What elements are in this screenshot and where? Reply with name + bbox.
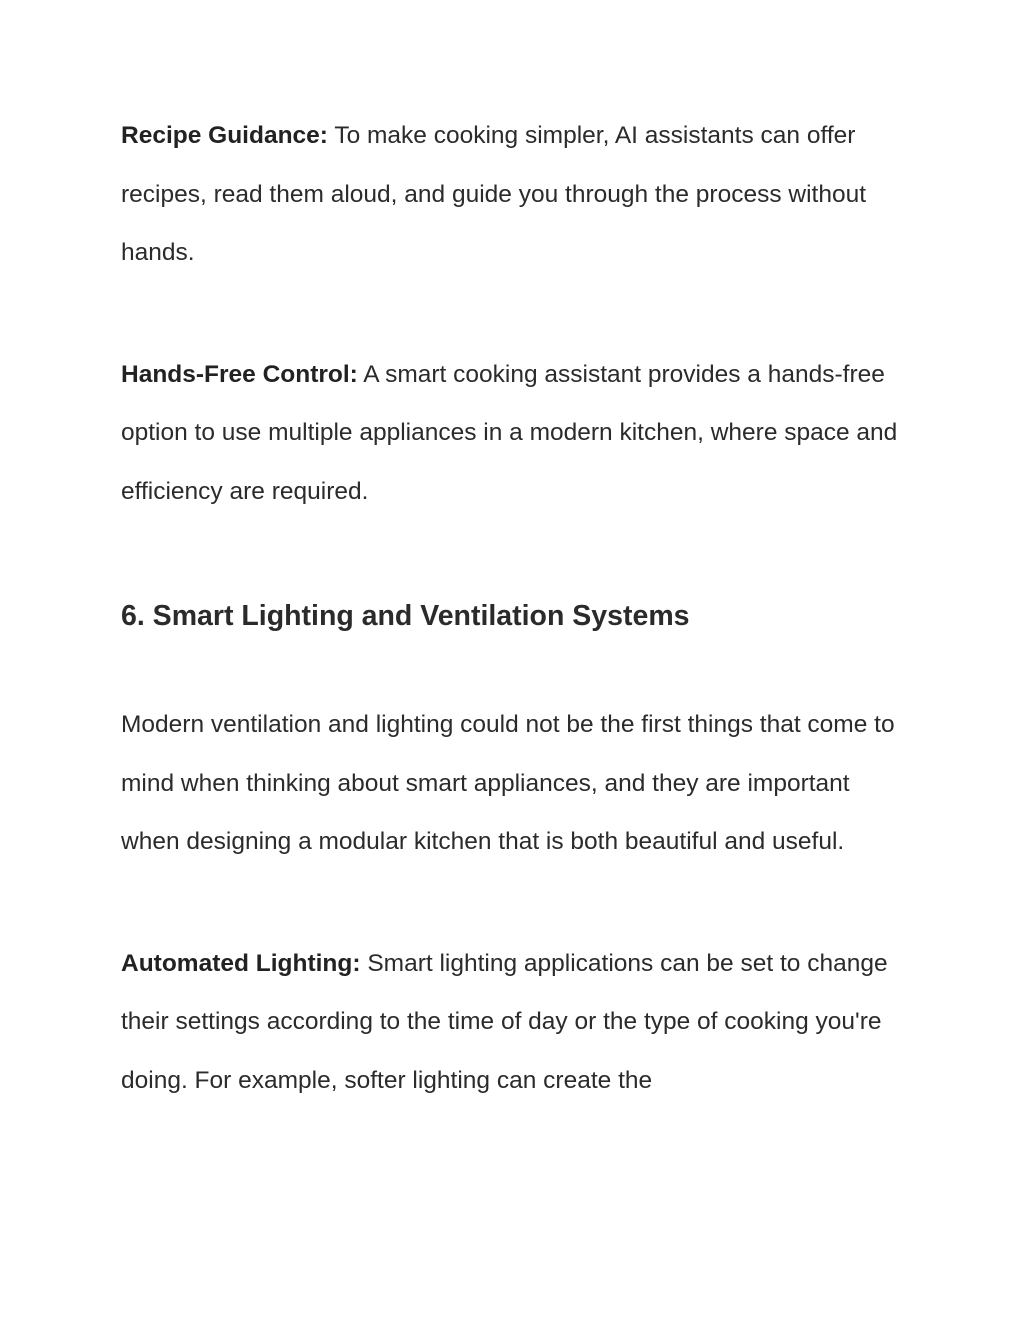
document-page [121, 107, 911, 1110]
hands-free-paragraph [121, 346, 911, 522]
recipe-guidance-text: To make cooking simpler, AI assistants can offer recipes, read them aloud, and guide you through the process without hands. [121, 122, 867, 266]
recipe-guidance-label: Recipe Guidance: [121, 122, 328, 149]
hands-free-label: Hands-Free Control: [121, 360, 358, 388]
automated-lighting-paragraph [121, 935, 911, 1111]
automated-lighting-label: Automated Lighting: [121, 949, 361, 977]
recipe-guidance-paragraph [121, 107, 911, 283]
section-heading: 6. Smart Lighting and Ventilation Systems [121, 600, 690, 632]
hands-free-text: A smart cooking assistant provides a hands-free option to use multiple appliances in a modern kitchen, where space and efficiency are required. [121, 360, 898, 505]
automated-lighting-text: Smart lighting applications can be set to change their settings according to the time of day or the type of cooking you're doing. For example, softer lighting can create the [121, 949, 888, 1094]
intro-paragraph: Modern ventilation and lighting could not be the first things that come to mind when thinking about smart appliances, and they are important when designing a modular kitchen that is both beautiful and useful. [121, 711, 895, 855]
